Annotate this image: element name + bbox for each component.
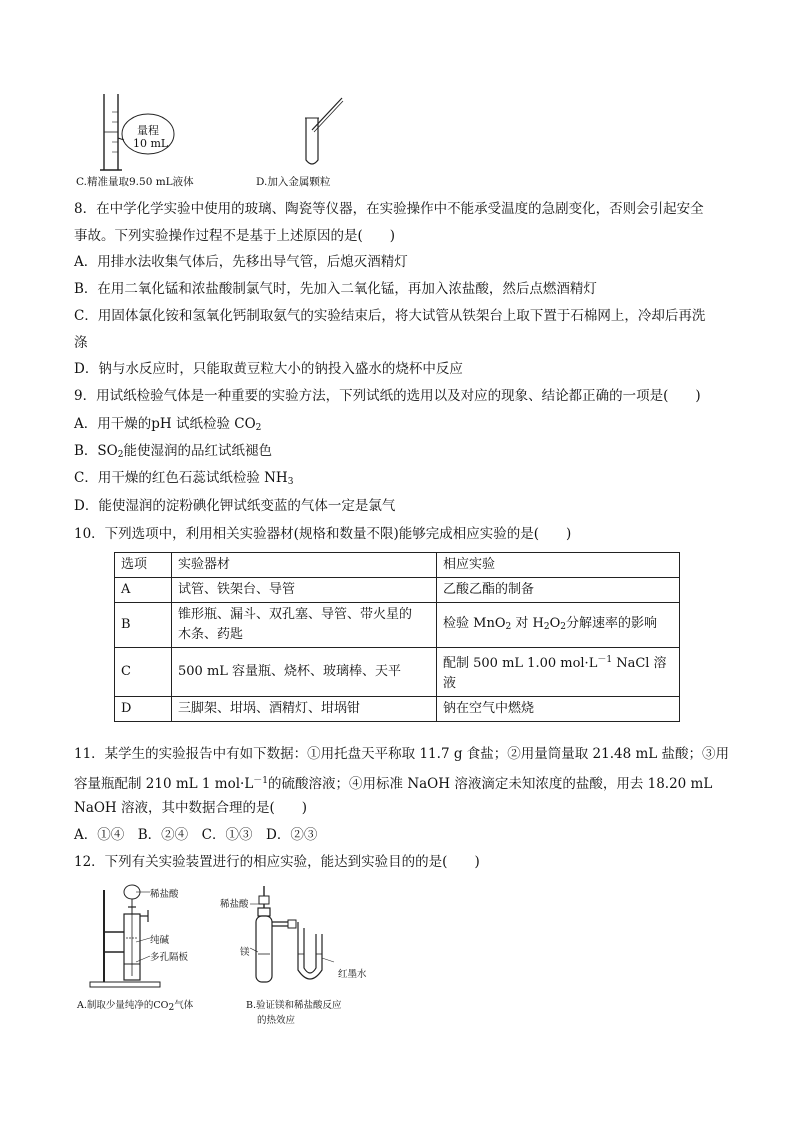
fig-a-caption-part: A.制取少量纯净的CO [77, 1000, 169, 1011]
fig-b-caption-line1: B.验证镁和稀盐酸反应 [246, 1000, 342, 1011]
q9-option-a [74, 414, 261, 438]
q9-c-text: C．用干燥的红色石蕊试纸检验 NH [74, 470, 288, 486]
q9-option-b [74, 441, 272, 465]
fig-a-soda-label: 纯碱 [150, 935, 170, 946]
fig-a-caption [77, 997, 193, 1013]
fig-a-caption-sub: 2 [168, 1003, 175, 1013]
row-b-exp-sub: 2 [560, 621, 566, 632]
q8-stem-line1: 8．在中学化学实验中使用的玻璃、陶瓷等仪器，在实验操作中不能承受温度的急剧变化，否则会引起安全 [74, 201, 704, 217]
header-experiment: 相应实验 [437, 553, 680, 578]
table-header-row [115, 553, 680, 578]
row-b-exp-part: 检验 MnO [443, 615, 506, 631]
q11-line2-part: 容量瓶配制 210 mL 1 mol·L [74, 776, 254, 792]
row-a-experiment: 乙酸乙酯的制备 [437, 578, 680, 603]
row-c-exp-sup: －1 [597, 655, 613, 665]
row-c-option: C [115, 648, 172, 697]
figure-d-caption: D.加入金属颗粒 [256, 176, 331, 188]
row-b-exp-part: 分解速率的影响 [565, 615, 657, 631]
fig-b-acid-label: 稀盐酸 [220, 899, 249, 910]
q9-a-sub: 2 [255, 423, 262, 433]
q9-option-c [74, 468, 293, 492]
q11-line3: NaOH 溶液，其中数据合理的是( ) [74, 800, 308, 816]
q11-line2 [74, 771, 712, 794]
q8-stem-line2: 事故。下列实验操作过程不是基于上述原因的是( ) [74, 228, 396, 244]
row-c-experiment [437, 648, 680, 697]
row-b-equipment-line1: 锥形瓶、漏斗、双孔塞、导管、带火星的 [178, 607, 413, 622]
q9-a-text: A．用干燥的pH 试纸检验 CO [74, 416, 256, 432]
q10-stem: 10．下列选项中，利用相关实验器材(规格和数量不限)能够完成相应实验的是( ) [74, 526, 572, 542]
q11-line2-part: 的硫酸溶液；④用标准 NaOH 溶液滴定未知浓度的盐酸，用去 18.20 mL [268, 776, 713, 792]
q9-b-text-post: 能使湿润的品红试纸褪色 [123, 443, 272, 459]
row-b-experiment [437, 603, 680, 648]
row-a-equipment: 试管、铁架台、导管 [172, 578, 437, 603]
row-b-exp-part: O [549, 615, 561, 631]
q9-b-sub: 2 [117, 450, 124, 460]
q9-b-text-pre: B．SO [74, 443, 118, 459]
header-equipment: 实验器材 [172, 553, 437, 578]
q10-table [114, 552, 680, 722]
cylinder-volume-label: 10 mL [133, 137, 169, 150]
row-b-equipment-line2: 木条、药匙 [178, 627, 244, 642]
test-tube-figure [300, 94, 350, 172]
q9-option-d: D．能使湿润的淀粉碘化钾试纸变蓝的气体一定是氯气 [74, 498, 396, 514]
fig-b-magnesium-label: 镁 [240, 947, 250, 958]
q9-stem: 9．用试纸检验气体是一种重要的实验方法，下列试纸的选用以及对应的现象、结论都正确的一项是( ) [74, 388, 701, 404]
row-b-equipment [172, 603, 437, 648]
row-b-exp-part: 对 H [511, 615, 544, 631]
q9-c-sub: 3 [287, 477, 294, 487]
row-d-option: D [115, 697, 172, 722]
q8-option-b: B．在用二氧化锰和浓盐酸制氯气时，先加入二氧化锰，再加入浓盐酸，然后点燃酒精灯 [74, 281, 597, 297]
row-b-exp-sub: 2 [505, 621, 512, 632]
fig-a-plate-label: 多孔隔板 [150, 952, 189, 963]
q8-option-d: D．钠与水反应时，只能取黄豆粒大小的钠投入盛水的烧杯中反应 [74, 361, 463, 377]
figure-c-caption: C.精准量取9.50 mL液体 [76, 176, 194, 188]
fig-a-caption-part: 气体 [174, 1000, 194, 1011]
q8-option-c-line1: C．用固体氯化铵和氢氧化钙制取氨气的实验结束后，将大试管从铁架台上取下置于石棉网上，冷却后再洗 [74, 308, 706, 324]
fig-b-ink-label: 红墨水 [338, 969, 367, 980]
fig-b-caption-line2: 的热效应 [257, 1015, 296, 1026]
fig-a-acid-label: 稀盐酸 [150, 889, 179, 900]
table-row [115, 648, 680, 697]
q11-line1: 11．某学生的实验报告中有如下数据：①用托盘天平称取 11.7 g 食盐；②用量筒量取 21.48 mL 盐酸；③用 [74, 746, 730, 762]
row-d-experiment: 钠在空气中燃烧 [437, 697, 680, 722]
q8-option-c-line2: 涤 [74, 335, 88, 351]
cylinder-range-label: 量程 [137, 124, 159, 137]
co2-apparatus-figure [84, 880, 204, 992]
table-row [115, 578, 680, 603]
row-c-exp-part: NaCl 溶液 [443, 656, 667, 691]
header-option: 选项 [115, 553, 172, 578]
row-a-option: A [115, 578, 172, 603]
row-b-exp-sub: 2 [543, 621, 550, 632]
q12-stem: 12．下列有关实验装置进行的相应实验，能达到实验目的的是( ) [74, 854, 480, 870]
table-row [115, 697, 680, 722]
row-b-option: B [115, 603, 172, 648]
row-c-equipment: 500 mL 容量瓶、烧杯、玻璃棒、天平 [172, 648, 437, 697]
q11-line2-sup: －1 [253, 776, 269, 786]
row-c-exp-part: 配制 500 mL 1.00 mol·L [443, 656, 598, 671]
q8-option-a: A．用排水法收集气体后，先移出导气管，后熄灭酒精灯 [74, 254, 408, 270]
q11-options: A．①④ B．②④ C．①③ D．②③ [74, 827, 318, 843]
table-row [115, 603, 680, 648]
row-d-equipment: 三脚架、坩埚、酒精灯、坩埚钳 [172, 697, 437, 722]
